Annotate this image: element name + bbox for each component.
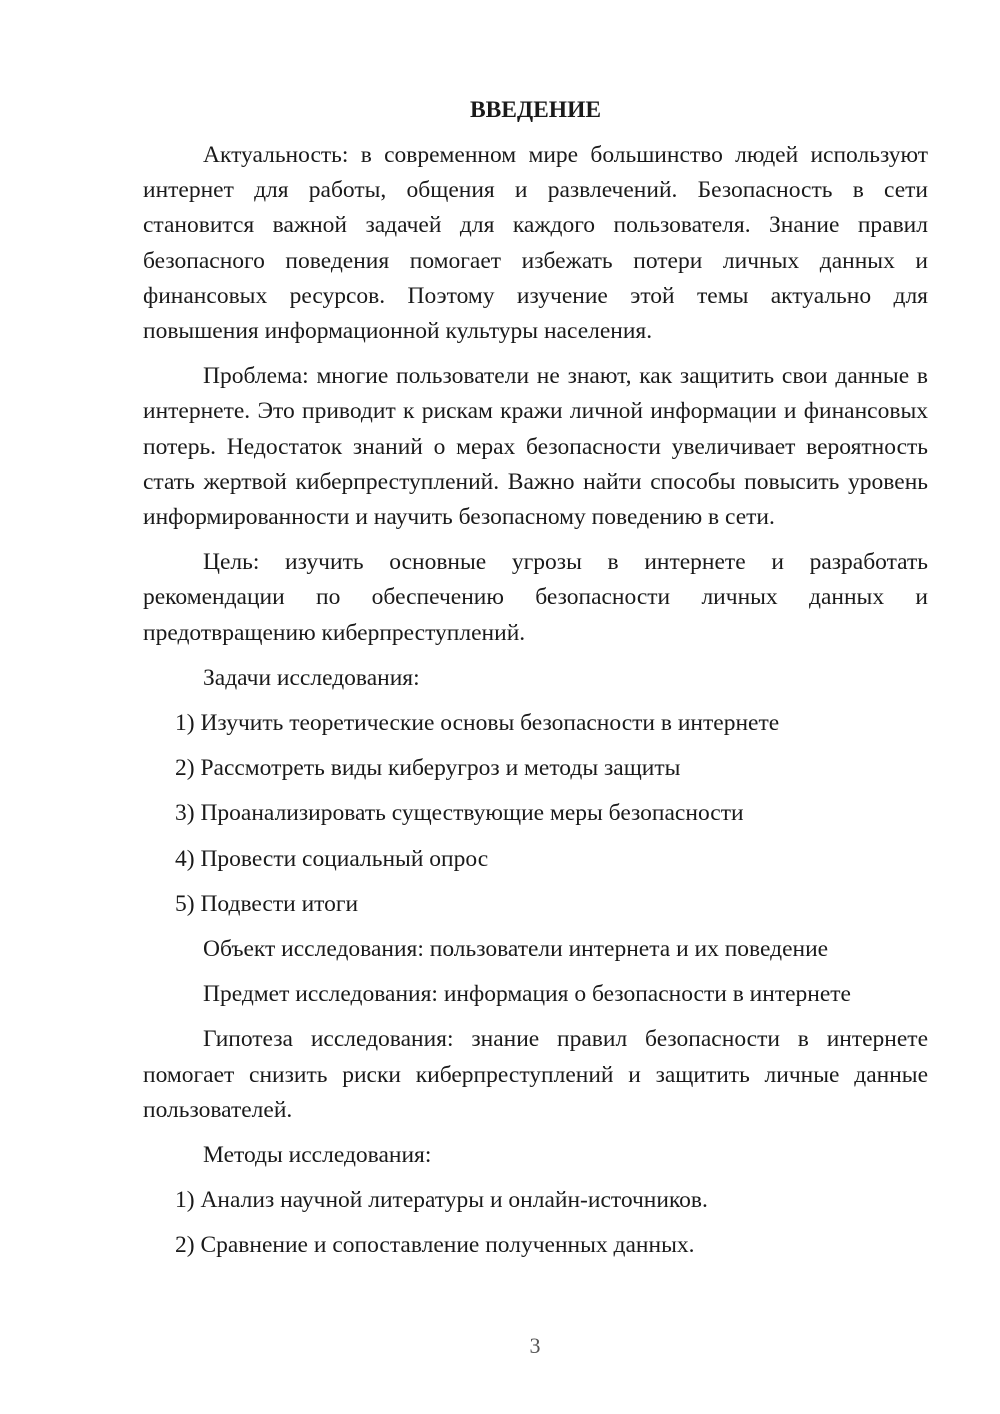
list-item: 2) Рассмотреть виды киберугроз и методы защиты [175, 755, 681, 782]
list-item: 5) Подвести итоги [175, 890, 359, 917]
tasks-title: Задачи исследования: [203, 664, 420, 691]
tasks-list [143, 706, 928, 922]
methods-title: Методы исследования: [203, 1142, 432, 1169]
page-body [143, 93, 928, 1264]
goal-paragraph: Цель: изучить основные угрозы в интернете и разработать рекомендации по обеспечению безопасности личных данных и предотвращению киберпреступлений. [143, 549, 928, 646]
list-item: 4) Провести социальный опрос [175, 845, 489, 872]
research-object: Объект исследования: пользователи интернета и их поведение [203, 936, 829, 963]
list-item: 2) Сравнение и сопоставление полученных данных. [175, 1232, 695, 1259]
methods-list [143, 1183, 928, 1263]
problem-paragraph: Проблема: многие пользователи не знают, как защитить свои данные в интернете. Это приводит к рискам кражи личной информации и финансовых потерь. Недостаток знаний о мерах безопасности увеличивает вероятность стать жертвой киберпреступлений. Важно найти способы повысить уровень информированности и научить безопасному поведению в сети. [143, 363, 928, 531]
section-heading: ВВЕДЕНИЕ [469, 97, 602, 123]
page-number: 3 [529, 1333, 541, 1358]
hypothesis-paragraph: Гипотеза исследования: знание правил безопасности в интернете помогает снизить риски киберпреступлений и защитить личные данные пользователей. [143, 1026, 928, 1123]
relevance-paragraph: Актуальность: в современном мире большинство людей используют интернет для работы, общения и развлечений. Безопасность в сети становится важной задачей для каждого пользователя. Знание правил безопасного поведения помогает избежать потери личных данных и финансовых ресурсов. Поэтому изучение этой темы актуально для повышения информационной культуры населения. [143, 142, 928, 345]
research-subject: Предмет исследования: информация о безопасности в интернете [203, 981, 851, 1008]
list-item: 1) Анализ научной литературы и онлайн-источников. [175, 1187, 708, 1214]
list-item: 1) Изучить теоретические основы безопасности в интернете [175, 710, 780, 737]
list-item: 3) Проанализировать существующие меры безопасности [175, 800, 744, 827]
